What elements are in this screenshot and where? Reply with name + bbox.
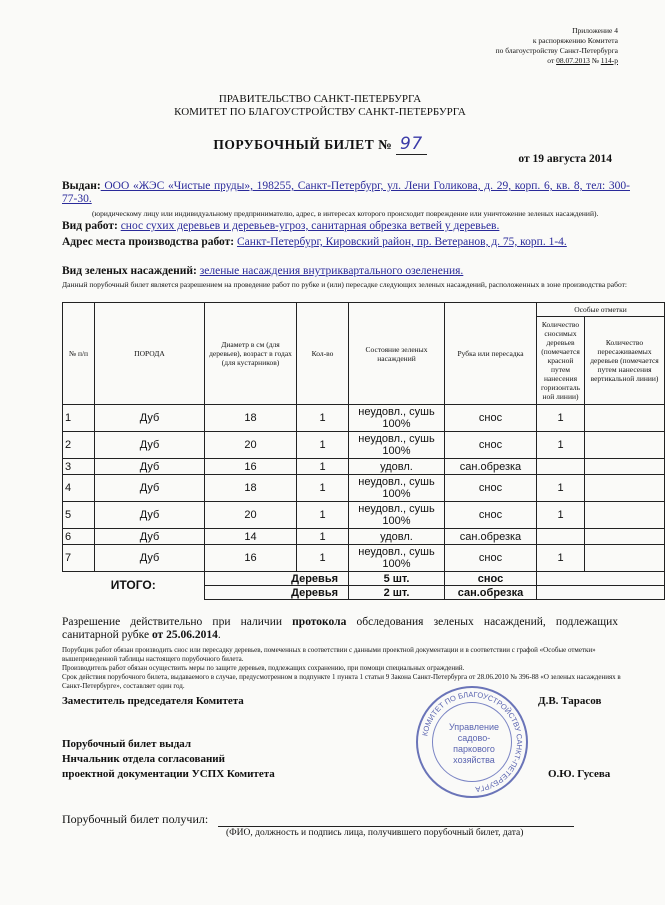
row-state: неудовл., сушь 100%: [349, 405, 445, 432]
stamp-ring-text: КОМИТЕТ ПО БЛАГОУСТРОЙСТВУ САНКТ-ПЕТЕРБУРГА: [420, 689, 525, 794]
row-cut-count: 1: [537, 432, 585, 459]
header-state: Состояние зеленых насаждений: [349, 303, 445, 405]
table-row: [63, 529, 665, 545]
row-action: снос: [445, 545, 537, 572]
row-cut-count: [537, 529, 585, 545]
appendix-reference: [496, 26, 618, 66]
committee-header: КОМИТЕТ ПО БЛАГОУСТРОЙСТВУ САНКТ-ПЕТЕРБУРГА: [174, 106, 466, 118]
total-what: Деревья: [205, 586, 349, 600]
row-breed: Дуб: [95, 432, 205, 459]
total-action: сан.обрезка: [445, 586, 537, 600]
row-number: 1: [63, 405, 95, 432]
row-state: неудовл., сушь 100%: [349, 545, 445, 572]
row-diameter: 20: [205, 502, 297, 529]
appendix-from: от: [547, 56, 557, 65]
issuer-name: О.Ю. Гусева: [548, 768, 611, 780]
row-state: удовл.: [349, 529, 445, 545]
ticket-date: от 19 августа 2014: [518, 153, 612, 165]
plants-block: [62, 265, 630, 278]
row-number: 4: [63, 475, 95, 502]
row-qty: 1: [297, 405, 349, 432]
table-row: [63, 459, 665, 475]
row-number: 6: [63, 529, 95, 545]
row-move-count: [585, 545, 665, 572]
received-line: [218, 826, 574, 827]
row-qty: 1: [297, 459, 349, 475]
row-qty: 1: [297, 529, 349, 545]
row-state: удовл.: [349, 459, 445, 475]
row-move-count: [585, 475, 665, 502]
row-breed: Дуб: [95, 545, 205, 572]
issuer-line: Ннчальник отдела согласований: [62, 753, 225, 765]
row-move-count: [585, 432, 665, 459]
deputy-name: Д.В. Тарасов: [538, 695, 602, 707]
issuer-line: Порубочный билет выдал: [62, 738, 192, 750]
plants-label: Вид зеленых насаждений:: [62, 265, 197, 277]
plants-note: Данный порубочный билет является разрешением на проведение работ по рубке и (или) пересадке следующих зеленых насаждений, расположенных в зоне производства работ:: [62, 280, 627, 289]
row-action: снос: [445, 502, 537, 529]
appendix-line: к распоряжению Комитета: [532, 36, 618, 45]
row-breed: Дуб: [95, 529, 205, 545]
total-empty: [537, 586, 665, 600]
issued-block: [62, 180, 630, 206]
row-diameter: 16: [205, 545, 297, 572]
total-label: ИТОГО:: [110, 578, 156, 593]
address-block: [62, 236, 630, 249]
header-special: Особые отметки: [537, 303, 665, 317]
row-number: 5: [63, 502, 95, 529]
address-label: Адрес места производства работ:: [62, 236, 235, 248]
trees-table: [62, 302, 665, 600]
row-qty: 1: [297, 502, 349, 529]
row-action: снос: [445, 405, 537, 432]
row-action: снос: [445, 475, 537, 502]
row-move-count: [585, 502, 665, 529]
header-cut-count: Количество сносимых деревьев (помечается красной путем нанесения горизонталь ной линии): [537, 317, 585, 405]
row-number: 7: [63, 545, 95, 572]
permission-text: [62, 616, 618, 642]
row-cut-count: 1: [537, 405, 585, 432]
issuer-line: проектной документации УСПХ Комитета: [62, 768, 275, 780]
appendix-number: 114-р: [600, 56, 618, 65]
permission-protocol: протокола: [292, 616, 347, 628]
ticket-title: [0, 134, 640, 154]
table-row: [63, 475, 665, 502]
row-qty: 1: [297, 432, 349, 459]
table-row: [63, 502, 665, 529]
row-state: неудовл., сушь 100%: [349, 475, 445, 502]
total-what: Деревья: [205, 572, 349, 586]
received-hint: (ФИО, должность и подпись лица, получившего порубочный билет, дата): [226, 828, 524, 838]
row-cut-count: 1: [537, 475, 585, 502]
issued-hint: (юридическому лицу или индивидуальному предпринимателю, адрес, в интересах которого происходит повреждение или уничтожение зеленых насаждений).: [92, 209, 599, 218]
table-row: [63, 432, 665, 459]
permission-date: от 25.06.2014: [151, 629, 218, 641]
row-cut-count: 1: [537, 545, 585, 572]
row-breed: Дуб: [95, 475, 205, 502]
row-breed: Дуб: [95, 405, 205, 432]
row-diameter: 18: [205, 405, 297, 432]
table-row: [63, 405, 665, 432]
row-breed: Дуб: [95, 459, 205, 475]
row-cut-count: [537, 459, 585, 475]
total-empty: [537, 572, 665, 586]
table-body: [63, 405, 665, 572]
appendix-line: [496, 56, 618, 66]
row-state: неудовл., сушь 100%: [349, 432, 445, 459]
row-diameter: 18: [205, 475, 297, 502]
row-qty: 1: [297, 475, 349, 502]
ticket-number: 97: [396, 134, 427, 155]
total-row: [63, 572, 665, 586]
plants-value: зеленые насаждения внутриквартального озеленения.: [199, 265, 464, 277]
notes-block: [62, 646, 626, 691]
issued-value: ООО «ЖЭС «Чистые пруды», 198255, Санкт-Петербург, ул. Лени Голикова, д. 29, корп. 6, кв. 8, тел: 300-77-30.: [62, 180, 630, 205]
row-cut-count: 1: [537, 502, 585, 529]
row-number: 3: [63, 459, 95, 475]
row-action: снос: [445, 432, 537, 459]
row-diameter: 20: [205, 432, 297, 459]
total-count: 2 шт.: [349, 586, 445, 600]
note-item: Порубщик работ обязан производить снос или пересадку деревьев, помеченных в соответствии с данными проектной документации и в соответствии с графой «Особые отметки» вышеприведенной таблицы настоящего порубочного билета.: [62, 646, 596, 663]
header-action: Рубка или пересадка: [445, 303, 537, 405]
total-action: снос: [445, 572, 537, 586]
row-diameter: 16: [205, 459, 297, 475]
header-qty: Кол-во: [297, 303, 349, 405]
note-item: Срок действия порубочного билета, выдаваемого в случае, предусмотренном в подпункте 1 пункта 1 статьи 9 Закона Санкт-Петербурга от 28.06.2010 № 396-88 «О зеленых насаждениях в Санкт-Петербурге», составляет один год.: [62, 673, 621, 690]
note-item: Производитель работ обязан осуществить меры по защите деревьев, подлежащих сохранению, при помощи специальных ограждений.: [62, 664, 465, 672]
official-stamp: [416, 686, 528, 798]
row-action: сан.обрезка: [445, 459, 537, 475]
header-diameter: Диаметр в см (для деревьев), возраст в годах (для кустарников): [205, 303, 297, 405]
row-number: 2: [63, 432, 95, 459]
row-move-count: [585, 459, 665, 475]
row-diameter: 14: [205, 529, 297, 545]
work-value: снос сухих деревьев и деревьев-угроз, санитарная обрезка ветвей у деревьев.: [120, 220, 500, 232]
appendix-date: 08.07.2013: [556, 56, 590, 65]
header-num: № п/п: [63, 303, 95, 405]
permission-part: обследования зеленых насаждений, подлежащих санитарной рубке: [62, 616, 618, 641]
header-breed: ПОРОДА: [95, 303, 205, 405]
appendix-line: Приложение 4: [572, 26, 618, 35]
appendix-num-prefix: №: [589, 56, 601, 65]
row-breed: Дуб: [95, 502, 205, 529]
row-state: неудовл., сушь 100%: [349, 502, 445, 529]
row-move-count: [585, 405, 665, 432]
row-action: сан.обрезка: [445, 529, 537, 545]
address-value: Санкт-Петербург, Кировский район, пр. Ветеранов, д. 75, корп. 1-4.: [237, 236, 567, 248]
header-move-count: Количество пересаживаемых деревьев (помечается путем нанесения вертикальной линии): [585, 317, 665, 405]
total-count: 5 шт.: [349, 572, 445, 586]
permission-end: .: [217, 629, 221, 641]
deputy-title: Заместитель председателя Комитета: [62, 695, 244, 707]
stamp-text: Управление садово-паркового хозяйства: [448, 722, 500, 765]
table-row: [63, 545, 665, 572]
permission-part: Разрешение действительно при наличии: [62, 616, 293, 628]
row-move-count: [585, 529, 665, 545]
appendix-line: по благоустройству Санкт-Петербурга: [495, 46, 618, 55]
issued-label: Выдан:: [62, 180, 101, 192]
government-header: ПРАВИТЕЛЬСТВО САНКТ-ПЕТЕРБУРГА: [218, 93, 422, 105]
received-label: Порубочный билет получил:: [62, 812, 209, 826]
work-label: Вид работ:: [62, 220, 118, 232]
work-block: [62, 220, 630, 233]
row-qty: 1: [297, 545, 349, 572]
ticket-title-text: ПОРУБОЧНЫЙ БИЛЕТ №: [213, 137, 393, 152]
